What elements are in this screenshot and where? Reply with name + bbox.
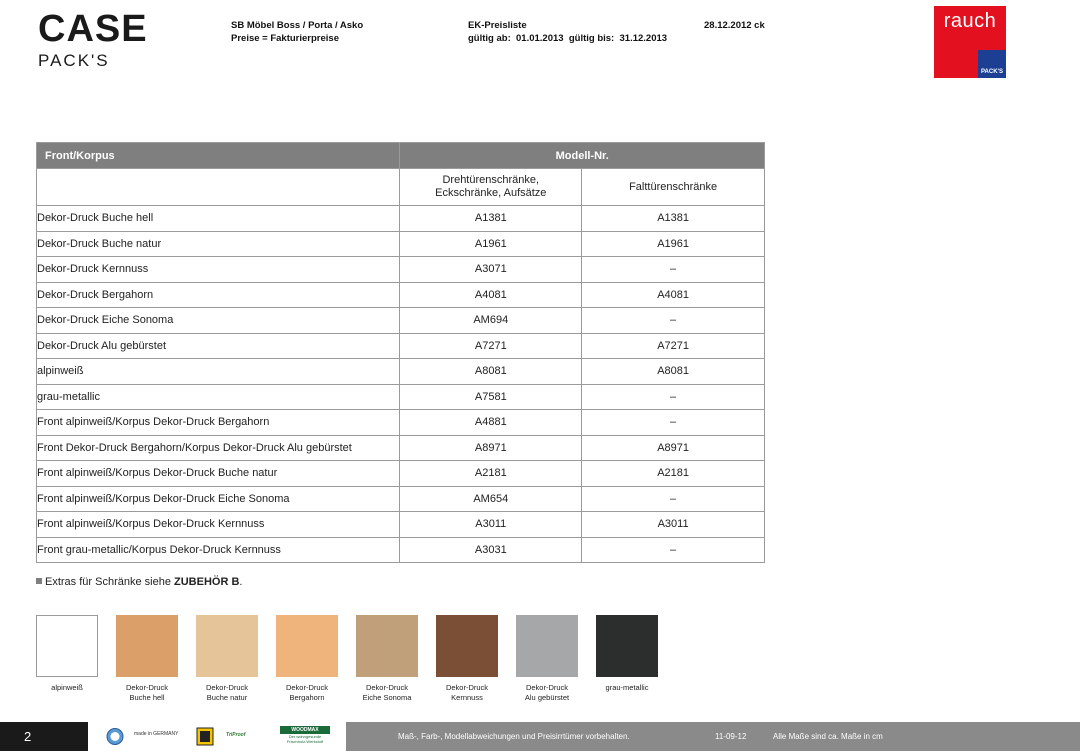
cell-drehtueren-model: A8081 <box>400 359 582 385</box>
cell-drehtueren-model: A1961 <box>400 231 582 257</box>
swatch-label-line1: Dekor-Druck <box>285 683 329 692</box>
swatch-label <box>107 683 187 703</box>
table-row <box>37 308 765 334</box>
cell-drehtueren-model: A4881 <box>400 410 582 436</box>
cell-falttueren-model: A1961 <box>582 231 765 257</box>
cell-front: Dekor-Druck Eiche Sonoma <box>37 308 400 334</box>
woodmax-badge <box>280 726 330 745</box>
subheader-empty <box>37 169 400 206</box>
swatch-label-line1: Dekor-Druck <box>445 683 489 692</box>
brand-subtitle: PACK'S <box>38 51 110 70</box>
table-row <box>37 359 765 385</box>
swatch-label <box>267 683 347 703</box>
color-swatch <box>516 615 578 677</box>
cell-front: Dekor-Druck Buche natur <box>37 231 400 257</box>
document-date: 28.12.2012 ck <box>704 20 765 31</box>
model-table <box>36 142 765 563</box>
column-header-model: Modell-Nr. <box>400 143 765 169</box>
cell-falttueren-model: – <box>582 410 765 436</box>
extras-link: ZUBEHÖR B <box>174 576 240 588</box>
table-row <box>37 282 765 308</box>
price-type-line: Preise = Fakturierpreise <box>231 33 339 44</box>
cell-front: Front grau-metallic/Korpus Dekor-Druck Kernnuss <box>37 537 400 563</box>
swatch-label-line1: Dekor-Druck <box>525 683 569 692</box>
swatch-label-line1: Dekor-Druck <box>365 683 409 692</box>
cell-front: Front alpinweiß/Korpus Dekor-Druck Kernnuss <box>37 512 400 538</box>
bullet-square-icon <box>36 578 42 584</box>
table-row <box>37 206 765 232</box>
subheader-drehtueren: Drehtürenschränke, Eckschränke, Aufsätze <box>400 169 582 206</box>
cell-drehtueren-model: AM694 <box>400 308 582 334</box>
cell-front: Front alpinweiß/Korpus Dekor-Druck Buche natur <box>37 461 400 487</box>
extras-text: Extras für Schränke siehe <box>45 576 175 588</box>
page-number: 2 <box>0 722 88 751</box>
swatch-label <box>587 683 667 693</box>
subheader-falttueren: Falttürenschränke <box>582 169 765 206</box>
swatch-label-line1: Dekor-Druck <box>125 683 169 692</box>
b-certificate-icon <box>196 727 214 746</box>
woodmax-title: WOODMAX <box>280 726 330 734</box>
supplier-info <box>231 19 363 45</box>
table-subheader-row <box>37 169 765 206</box>
cell-falttueren-model: A8081 <box>582 359 765 385</box>
swatch-label-line2: Kernnuss <box>451 693 483 702</box>
certification-logos <box>88 722 346 751</box>
color-swatch <box>196 615 258 677</box>
table-row <box>37 435 765 461</box>
color-swatch <box>36 615 98 677</box>
cell-falttueren-model: – <box>582 537 765 563</box>
cell-front: Dekor-Druck Bergahorn <box>37 282 400 308</box>
table-row <box>37 537 765 563</box>
swatch-label-line2: Buche natur <box>206 693 248 702</box>
cell-drehtueren-model: AM654 <box>400 486 582 512</box>
woodmax-subtitle: Der wohngesunde Frischholz-Werkstoff <box>286 734 324 744</box>
column-header-front: Front/Korpus <box>37 143 400 169</box>
color-swatch <box>356 615 418 677</box>
cell-front: Dekor-Druck Alu gebürstet <box>37 333 400 359</box>
table-row <box>37 257 765 283</box>
logo-badge-text: PACK'S <box>981 69 1003 75</box>
table-row <box>37 461 765 487</box>
swatch-label <box>427 683 507 703</box>
color-swatch <box>276 615 338 677</box>
cell-front: alpinweiß <box>37 359 400 385</box>
logo-badge <box>978 50 1006 78</box>
cell-drehtueren-model: A8971 <box>400 435 582 461</box>
table-header-row <box>37 143 765 169</box>
cell-drehtueren-model: A3071 <box>400 257 582 283</box>
cell-falttueren-model: A7271 <box>582 333 765 359</box>
swatch-label <box>187 683 267 703</box>
supplier-line: SB Möbel Boss / Porta / Asko <box>231 20 364 31</box>
quality-seal-icon <box>102 727 128 746</box>
cell-falttueren-model: – <box>582 308 765 334</box>
swatch-label-line2: Bergahorn <box>289 693 325 702</box>
color-swatch <box>116 615 178 677</box>
swatch-label <box>347 683 427 703</box>
cell-falttueren-model: – <box>582 257 765 283</box>
pricelist-info <box>468 19 667 45</box>
color-swatch <box>436 615 498 677</box>
table-row <box>37 333 765 359</box>
cell-falttueren-model: A4081 <box>582 282 765 308</box>
extras-end: . <box>239 576 243 588</box>
swatch-label-line2: Alu gebürstet <box>524 693 570 702</box>
swatch-label-line1: Dekor-Druck <box>205 683 249 692</box>
extras-note <box>36 576 242 588</box>
table-row <box>37 486 765 512</box>
cell-falttueren-model: A1381 <box>582 206 765 232</box>
cell-drehtueren-model: A3011 <box>400 512 582 538</box>
table-row <box>37 384 765 410</box>
cell-falttueren-model: – <box>582 486 765 512</box>
pricelist-title: EK-Preisliste <box>468 20 527 31</box>
cell-drehtueren-model: A7271 <box>400 333 582 359</box>
footer-bar <box>0 722 1080 751</box>
table-row <box>37 410 765 436</box>
cell-drehtueren-model: A3031 <box>400 537 582 563</box>
color-swatch <box>596 615 658 677</box>
rauch-logo <box>934 6 1006 78</box>
cell-front: grau-metallic <box>37 384 400 410</box>
table-row <box>37 231 765 257</box>
doc-code: 11-09-12 <box>715 732 747 741</box>
cell-front: Front alpinweiß/Korpus Dekor-Druck Eiche Sonoma <box>37 486 400 512</box>
swatch-label-line2: Eiche Sonoma <box>362 693 412 702</box>
swatch-label <box>507 683 587 703</box>
logo-text: rauch <box>943 10 997 32</box>
cell-drehtueren-model: A4081 <box>400 282 582 308</box>
cell-front: Dekor-Druck Buche hell <box>37 206 400 232</box>
swatch-label <box>27 683 107 693</box>
swatch-label-line1: alpinweiß <box>51 683 83 692</box>
brand-title: CASE <box>38 8 148 50</box>
triproof-badge: TriProof <box>226 732 246 738</box>
cell-falttueren-model: – <box>582 384 765 410</box>
cell-drehtueren-model: A2181 <box>400 461 582 487</box>
cell-front: Front alpinweiß/Korpus Dekor-Druck Bergahorn <box>37 410 400 436</box>
cell-drehtueren-model: A1381 <box>400 206 582 232</box>
disclaimer: Maß-, Farb-, Modellabweichungen und Preisirrtümer vorbehalten. <box>398 732 630 741</box>
table-row <box>37 512 765 538</box>
cell-front: Dekor-Druck Kernnuss <box>37 257 400 283</box>
swatch-label-line2: Buche hell <box>129 693 165 702</box>
validity-line: gültig ab: 01.01.2013 gültig bis: 31.12.2013 <box>468 33 668 44</box>
measures-note: Alle Maße sind ca. Maße in cm <box>773 732 883 741</box>
cell-front: Front Dekor-Druck Bergahorn/Korpus Dekor-Druck Alu gebürstet <box>37 435 400 461</box>
cell-falttueren-model: A2181 <box>582 461 765 487</box>
cell-drehtueren-model: A7581 <box>400 384 582 410</box>
swatch-label-line1: grau-metallic <box>605 683 649 692</box>
cell-falttueren-model: A3011 <box>582 512 765 538</box>
made-in-germany-badge: made in GERMANY <box>134 731 179 737</box>
cell-falttueren-model: A8971 <box>582 435 765 461</box>
